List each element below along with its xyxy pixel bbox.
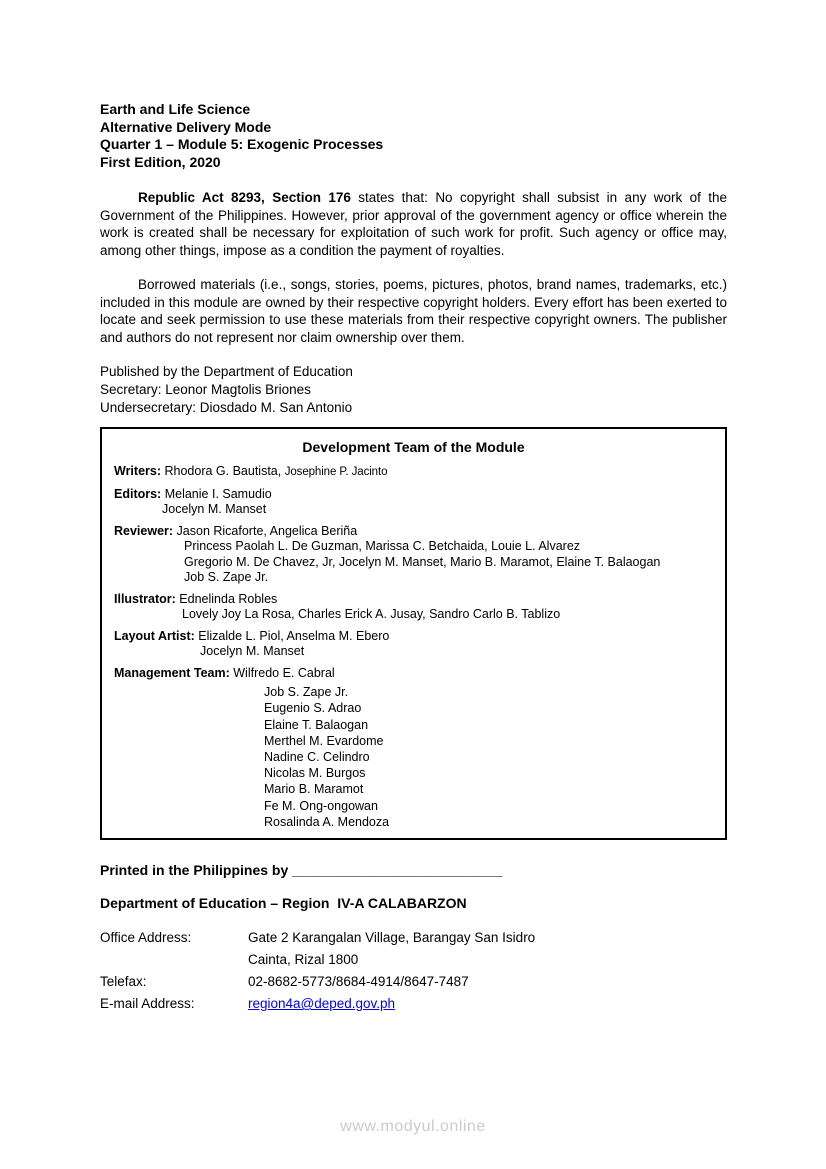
module-quarter-title: Quarter 1 – Module 5: Exogenic Processes [100, 136, 384, 153]
reviewer-label: Reviewer: [114, 523, 174, 538]
editor-name: Melanie I. Samudio [164, 486, 272, 501]
reviewer-names: Princess Paolah L. De Guzman, Marissa C. Betchaida, Louie L. Alvarez [184, 539, 581, 554]
copyright-statute-paragraph [100, 189, 727, 259]
writers-label: Writers: [114, 464, 162, 479]
management-team-row [114, 666, 713, 830]
reviewer-names: Gregorio M. De Chavez, Jr, Jocelyn M. Manset, Mario B. Maramot, Elaine T. Balaogan [184, 554, 661, 569]
illustrator-name: Ednelinda Robles [179, 591, 278, 606]
management-team-member: Nadine C. Celindro [264, 749, 370, 764]
published-by-line: Published by the Department of Education [100, 364, 353, 380]
management-team-member: Nicolas M. Burgos [264, 766, 366, 781]
office-address-value-2: Cainta, Rizal 1800 [248, 951, 359, 967]
writer-name: Rhodora G. Bautista, [164, 464, 282, 479]
printed-in-label: Printed in the Philippines by [100, 861, 293, 878]
office-address-label: Office Address: [100, 929, 192, 945]
page-content [100, 101, 727, 1015]
office-address-row-2 [100, 949, 727, 971]
layout-artist-row [114, 629, 713, 660]
borrowed-materials-paragraph: Borrowed materials (i.e., songs, stories, poems, pictures, photos, brand names, trademarks, etc.) included in this module are owned by their respective copyright holders. Every effort has been exerted to locate and seek permission to use these materials from their respective copyright owners. The publisher and authors do not represent nor claim ownership over them. [100, 277, 727, 345]
management-team-member: Fe M. Ong-ongowan [264, 798, 378, 813]
module-title-block [100, 101, 727, 171]
management-team-member: Elaine T. Balaogan [264, 717, 369, 732]
writer-name: Josephine P. Jacinto [284, 466, 388, 479]
management-team-member: Merthel M. Evardome [264, 733, 384, 748]
telefax-row [100, 971, 727, 993]
reviewer-row [114, 524, 713, 586]
module-subject: Earth and Life Science [100, 101, 251, 117]
secretary-line: Secretary: Leonor Magtolis Briones [100, 381, 311, 397]
contact-block [100, 927, 727, 1015]
publisher-block [100, 363, 727, 416]
region-office-line: Department of Education – Region IV-A CALABARZON [100, 894, 467, 911]
printed-in-line [100, 862, 727, 878]
office-address-value: Gate 2 Karangalan Village, Barangay San Isidro [248, 929, 536, 945]
editors-row [114, 487, 713, 518]
telefax-label: Telefax: [100, 973, 147, 989]
illustrator-label: Illustrator: [114, 591, 176, 606]
telefax-value: 02-8682-5773/8684-4914/8647-7487 [248, 973, 469, 989]
management-team-label: Management Team: [114, 665, 230, 680]
layout-artist-names: Elizalde L. Piol, Anselma M. Ebero [198, 628, 390, 643]
office-address-row [100, 927, 727, 949]
layout-artist-label: Layout Artist: [114, 628, 195, 643]
watermark: www.modyul.online [340, 1118, 486, 1135]
module-edition: First Edition, 2020 [100, 153, 221, 170]
email-label: E-mail Address: [100, 995, 195, 1011]
statute-text: states that: No copyright shall subsist in any work of the Government of the Philippines. However, prior approval of the government agency or office wherein the work is created shall be necessary for exploitation of such work for profit. Such agency or office may, among other things, impose as a condition the payment of royalties. [100, 190, 728, 258]
email-row [100, 993, 727, 1015]
management-team-member: Eugenio S. Adrao [264, 701, 362, 716]
development-team-title: Development Team of the Module [302, 439, 525, 456]
reviewer-names: Job S. Zape Jr. [184, 570, 269, 585]
development-team-box [100, 427, 727, 840]
editor-name: Jocelyn M. Manset [162, 502, 267, 517]
email-link[interactable]: region4a@deped.gov.ph [248, 995, 396, 1011]
reviewer-names: Jason Ricaforte, Angelica Beriña [176, 523, 358, 538]
editors-label: Editors: [114, 486, 162, 501]
undersecretary-line: Undersecretary: Diosdado M. San Antonio [100, 399, 353, 415]
management-team-head: Wilfredo E. Cabral [233, 665, 335, 680]
writers-row [114, 464, 713, 481]
management-team-member: Mario B. Maramot [264, 782, 364, 797]
management-team-member: Job S. Zape Jr. [264, 685, 349, 700]
illustrator-row [114, 592, 713, 623]
printer-blank-line: ___________________________ [292, 861, 503, 878]
management-team-member: Rosalinda A. Mendoza [264, 814, 390, 829]
management-team-members [114, 684, 713, 830]
illustrator-names: Lovely Joy La Rosa, Charles Erick A. Jusay, Sandro Carlo B. Tablizo [182, 607, 561, 622]
statute-citation: Republic Act 8293, Section 176 [138, 190, 351, 206]
module-delivery-mode: Alternative Delivery Mode [100, 118, 272, 135]
layout-artist-name: Jocelyn M. Manset [200, 644, 305, 659]
